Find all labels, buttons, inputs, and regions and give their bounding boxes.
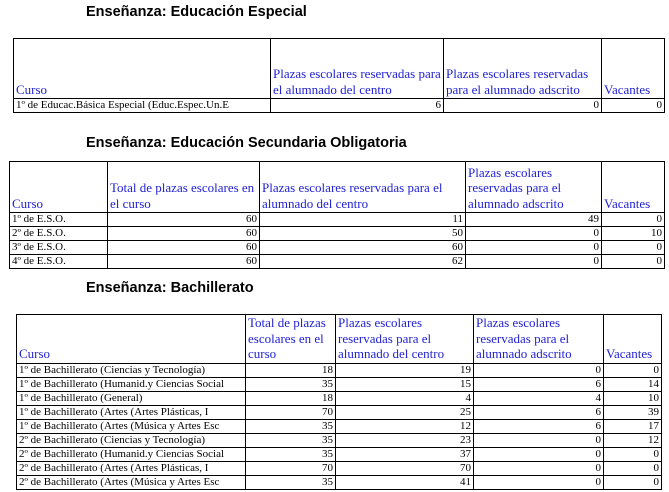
cell-curso: 1º de E.S.O.: [10, 213, 108, 227]
cell-plazas-centro: 41: [336, 475, 474, 489]
table-row: [17, 475, 662, 489]
cell-plazas-centro: 50: [260, 227, 466, 241]
table-row: [17, 405, 662, 419]
section-title-eso: Enseñanza: Educación Secundaria Obligatoria: [86, 135, 407, 151]
cell-plazas-adscrito: 0: [466, 227, 602, 241]
cell-vacantes: 14: [604, 377, 662, 391]
cell-total-plazas: 35: [246, 447, 336, 461]
header-vacantes: Vacantes: [602, 39, 665, 99]
table-eso: [9, 161, 665, 269]
header-plazas-adscrito: Plazas escolares reservadas para el alumnado adscrito: [444, 39, 602, 99]
cell-plazas-adscrito: 0: [474, 363, 604, 377]
cell-curso: 2º de Bachillerato (Humanid.y Ciencias Social: [17, 447, 246, 461]
cell-vacantes: 0: [604, 447, 662, 461]
cell-total-plazas: 60: [108, 255, 260, 269]
cell-plazas-adscrito: 0: [474, 475, 604, 489]
cell-plazas-adscrito: 0: [474, 447, 604, 461]
table-row: [17, 363, 662, 377]
cell-plazas-adscrito: 6: [474, 419, 604, 433]
header-total-plazas: Total de plazas escolares en el curso: [108, 162, 260, 213]
cell-total-plazas: 35: [246, 433, 336, 447]
cell-curso: 1º de Bachillerato (General): [17, 391, 246, 405]
cell-plazas-adscrito: 4: [474, 391, 604, 405]
cell-total-plazas: 18: [246, 363, 336, 377]
cell-total-plazas: 18: [246, 391, 336, 405]
cell-vacantes: 17: [604, 419, 662, 433]
cell-plazas-centro: 6: [271, 99, 444, 113]
table-row: [17, 419, 662, 433]
cell-vacantes: 0: [602, 99, 665, 113]
cell-plazas-adscrito: 0: [474, 461, 604, 475]
cell-plazas-centro: 15: [336, 377, 474, 391]
cell-plazas-adscrito: 6: [474, 377, 604, 391]
header-vacantes: Vacantes: [604, 315, 662, 364]
table-header-row: [10, 162, 665, 213]
cell-plazas-adscrito: 0: [466, 255, 602, 269]
cell-curso: 4º de E.S.O.: [10, 255, 108, 269]
header-plazas-centro: Plazas escolares reservadas para el alumnado del centro: [271, 39, 444, 99]
table-row: [10, 227, 665, 241]
cell-vacantes: 12: [604, 433, 662, 447]
cell-vacantes: 0: [604, 461, 662, 475]
cell-total-plazas: 35: [246, 475, 336, 489]
cell-plazas-centro: 12: [336, 419, 474, 433]
cell-plazas-centro: 60: [260, 241, 466, 255]
header-curso: Curso: [10, 162, 108, 213]
header-plazas-adscrito: Plazas escolares reservadas para el alumnado adscrito: [474, 315, 604, 364]
cell-curso: 2º de Bachillerato (Ciencias y Tecnología): [17, 433, 246, 447]
header-plazas-centro: Plazas escolares reservadas para el alumnado del centro: [336, 315, 474, 364]
header-plazas-adscrito: Plazas escolares reservadas para el alumnado adscrito: [466, 162, 602, 213]
table-header-row: [14, 39, 665, 99]
cell-total-plazas: 70: [246, 405, 336, 419]
header-vacantes: Vacantes: [602, 162, 665, 213]
table-row: [17, 447, 662, 461]
cell-plazas-adscrito: 6: [474, 405, 604, 419]
cell-vacantes: 39: [604, 405, 662, 419]
table-header-row: [17, 315, 662, 364]
cell-curso: 3º de E.S.O.: [10, 241, 108, 255]
cell-vacantes: 0: [602, 241, 665, 255]
cell-plazas-adscrito: 0: [466, 241, 602, 255]
table-row: [17, 433, 662, 447]
cell-plazas-adscrito: 0: [474, 433, 604, 447]
table-row: [17, 391, 662, 405]
section-title-educacion-especial: Enseñanza: Educación Especial: [86, 4, 307, 20]
cell-vacantes: 0: [604, 363, 662, 377]
cell-plazas-adscrito: 0: [444, 99, 602, 113]
cell-curso: 1º de Bachillerato (Humanid.y Ciencias Social: [17, 377, 246, 391]
cell-vacantes: 0: [602, 213, 665, 227]
cell-curso: 1º de Bachillerato (Ciencias y Tecnología): [17, 363, 246, 377]
cell-curso: 2º de Bachillerato (Artes (Artes Plásticas, I: [17, 461, 246, 475]
cell-total-plazas: 60: [108, 241, 260, 255]
table-bachillerato: [16, 314, 662, 490]
header-total-plazas: Total de plazas escolares en el curso: [246, 315, 336, 364]
cell-curso: 1º de Bachillerato (Artes (Música y Artes Esc: [17, 419, 246, 433]
table-row: [10, 213, 665, 227]
cell-plazas-centro: 37: [336, 447, 474, 461]
cell-plazas-centro: 62: [260, 255, 466, 269]
table-row: [14, 99, 665, 113]
cell-total-plazas: 35: [246, 377, 336, 391]
cell-curso: 1º de Bachillerato (Artes (Artes Plásticas, I: [17, 405, 246, 419]
cell-total-plazas: 60: [108, 213, 260, 227]
header-curso: Curso: [17, 315, 246, 364]
section-title-bachillerato: Enseñanza: Bachillerato: [86, 280, 254, 296]
cell-plazas-centro: 23: [336, 433, 474, 447]
cell-vacantes: 10: [602, 227, 665, 241]
cell-plazas-adscrito: 49: [466, 213, 602, 227]
cell-plazas-centro: 4: [336, 391, 474, 405]
cell-vacantes: 10: [604, 391, 662, 405]
cell-curso: 1º de Educac.Básica Especial (Educ.Espec.Un.E: [14, 99, 271, 113]
cell-total-plazas: 60: [108, 227, 260, 241]
cell-vacantes: 0: [604, 475, 662, 489]
table-row: [17, 461, 662, 475]
header-curso: Curso: [14, 39, 271, 99]
table-educacion-especial: [13, 38, 665, 113]
cell-curso: 2º de Bachillerato (Artes (Música y Artes Esc: [17, 475, 246, 489]
cell-plazas-centro: 11: [260, 213, 466, 227]
cell-plazas-centro: 70: [336, 461, 474, 475]
cell-vacantes: 0: [602, 255, 665, 269]
table-row: [10, 241, 665, 255]
table-row: [17, 377, 662, 391]
cell-curso: 2º de E.S.O.: [10, 227, 108, 241]
cell-plazas-centro: 19: [336, 363, 474, 377]
header-plazas-centro: Plazas escolares reservadas para el alumnado del centro: [260, 162, 466, 213]
cell-total-plazas: 35: [246, 419, 336, 433]
table-row: [10, 255, 665, 269]
cell-plazas-centro: 25: [336, 405, 474, 419]
cell-total-plazas: 70: [246, 461, 336, 475]
